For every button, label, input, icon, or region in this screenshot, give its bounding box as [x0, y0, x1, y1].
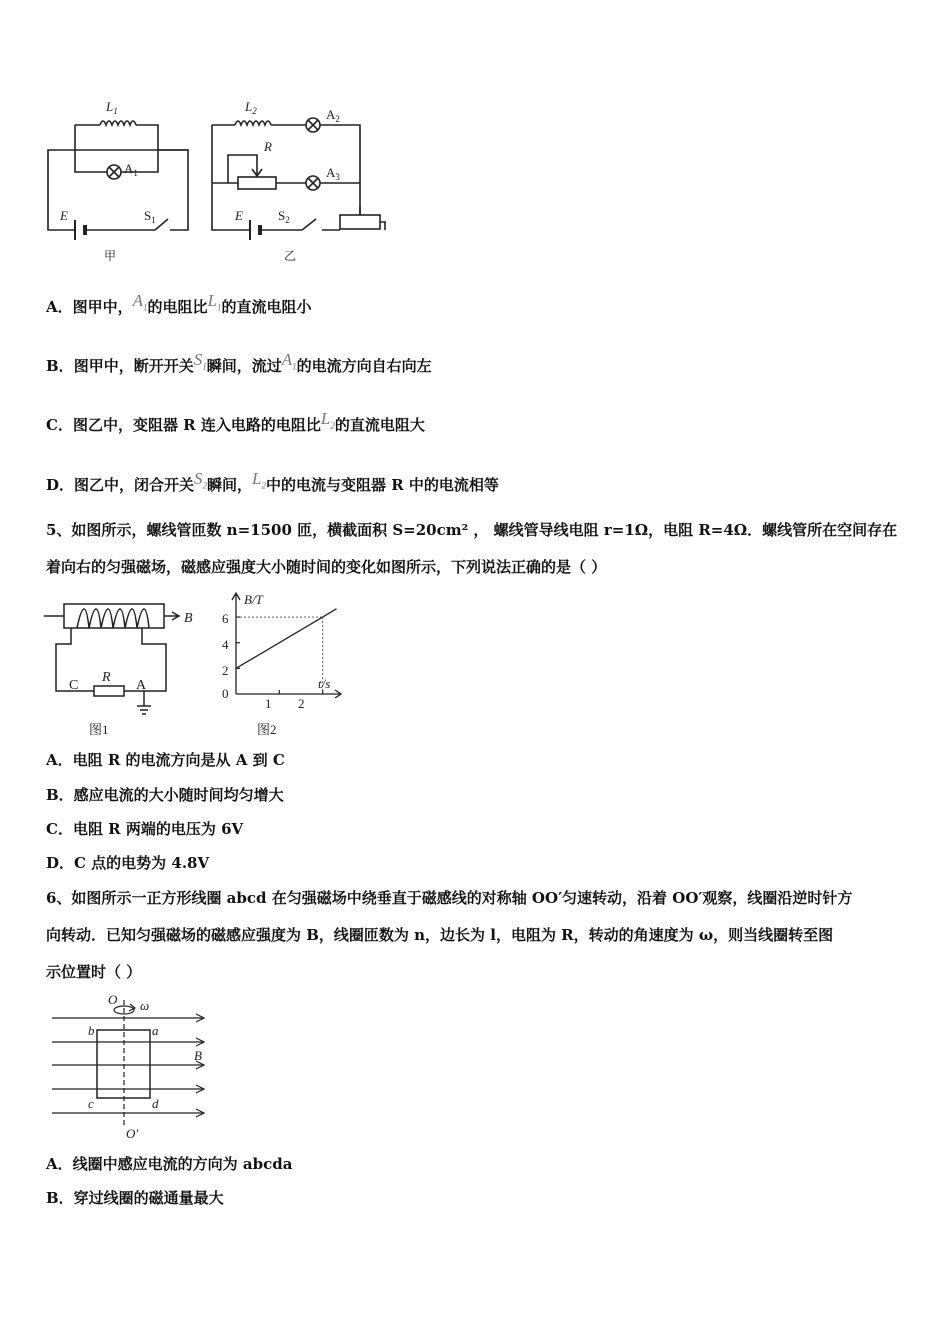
symbol-a1: $A_1$ [132, 291, 148, 313]
svg-text:c: c [88, 1096, 94, 1111]
q6-stem-line3: 示位置时（ ） [46, 963, 142, 981]
symbol-l1: $L_1$ [207, 291, 222, 313]
y-tick-label: 2 [222, 663, 229, 678]
q6-figure-coil [44, 990, 219, 1140]
q5-stem [46, 512, 908, 586]
svg-text:图1: 图1 [89, 722, 109, 737]
svg-text:A: A [136, 678, 147, 693]
q4-option-c: C．图乙中，变阻器 R 连入电路的电阻比$L_2$的直流电阻大 [46, 409, 425, 434]
q5-figure-2-bt-graph [210, 588, 350, 743]
q5-stem-line1: 5、如图所示，螺线管匝数 n=1500 匝，横截面积 S=20cm² ， 螺线管导线电阻 r=1Ω，电阻 R=4Ω．螺线管所在空间存在 [46, 521, 898, 539]
svg-text:ω: ω [140, 998, 150, 1013]
x-axis-label: t/s [318, 676, 331, 691]
svg-text:乙: 乙 [284, 249, 297, 263]
x-tick-label: 2 [298, 696, 305, 711]
svg-text:B: B [184, 611, 193, 626]
q5-option-b: B．感应电流的大小随时间均匀增大 [46, 786, 284, 804]
svg-text:S1: $S_1$ [144, 208, 156, 225]
q6-stem [46, 880, 908, 991]
svg-text:R: R [102, 670, 111, 685]
symbol-a1: $A_1$ [281, 350, 297, 372]
q6-stem-line2: 向转动．已知匀强磁场的磁感应强度为 B，线圈匝数为 n，边长为 l，电阻为 R，转动的角速度为 ω，则当线圈转至图 [46, 926, 834, 944]
q5-option-a: A．电阻 R 的电流方向是从 A 到 C [46, 751, 285, 769]
q5-figure-1-solenoid [44, 596, 214, 741]
svg-text:L1: $L_1$ [106, 99, 118, 116]
svg-text:a: a [152, 1023, 159, 1038]
symbol-s1: $S_1$ [193, 350, 207, 372]
q4-option-d: D．图乙中，闭合开关$S_2$瞬间，$L_2$中的电流与变阻器 R 中的电流相等 [46, 469, 499, 494]
svg-text:O: O [108, 992, 118, 1007]
x-tick-label: 1 [265, 696, 272, 711]
svg-text:L2: $L_2$ [245, 99, 257, 116]
q4-option-a: A．图甲中，$A_1$的电阻比$L_1$的直流电阻小 [46, 291, 312, 316]
svg-text:E: E [60, 208, 68, 223]
series-line [236, 609, 337, 668]
svg-text:R: R [264, 139, 272, 154]
q4-option-b: B．图甲中，断开开关$S_1$瞬间，流过$A_1$的电流方向自右向左 [46, 350, 432, 375]
symbol-l2: $L_2$ [320, 409, 335, 431]
y-tick-label: 4 [222, 637, 229, 652]
svg-text:C: C [69, 678, 79, 693]
svg-text:B: B [194, 1048, 202, 1063]
svg-text:A3: $A_3$ [326, 165, 340, 182]
svg-text:O′: O′ [126, 1126, 139, 1140]
q6-option-b: B．穿过线圈的磁通量最大 [46, 1189, 224, 1207]
svg-text:b: b [88, 1023, 95, 1038]
svg-text:E: E [235, 208, 243, 223]
q5-option-d: D．C 点的电势为 4.8V [46, 854, 210, 872]
q6-option-a: A．线圈中感应电流的方向为 abcda [46, 1155, 293, 1173]
symbol-s2: $S_2$ [194, 469, 208, 491]
svg-text:A1: $A_1$ [124, 161, 138, 178]
q6-stem-line1: 6、如图所示一正方形线圈 abcd 在匀强磁场中绕垂直于磁感线的对称轴 OO′匀速转动，沿着 OO′观察，线圈沿逆时针方 [46, 889, 853, 907]
symbol-l2: $L_2$ [252, 469, 267, 491]
svg-text:甲: 甲 [104, 249, 117, 263]
y-tick-label: 6 [222, 611, 229, 626]
svg-text:A2: $A_2$ [326, 107, 340, 124]
y-axis-label: B/T [244, 592, 263, 607]
svg-text:d: d [152, 1096, 159, 1111]
y-tick-label: 0 [222, 686, 229, 701]
svg-text:S2: $S_2$ [278, 208, 290, 225]
q5-stem-line2: 着向右的匀强磁场，磁感应强度大小随时间的变化如图所示，下列说法正确的是（ ） [46, 558, 607, 576]
svg-text:图2: 图2 [257, 722, 277, 737]
circuit-figure-jia-yi [40, 95, 400, 270]
q5-option-c: C．电阻 R 两端的电压为 6V [46, 820, 244, 838]
